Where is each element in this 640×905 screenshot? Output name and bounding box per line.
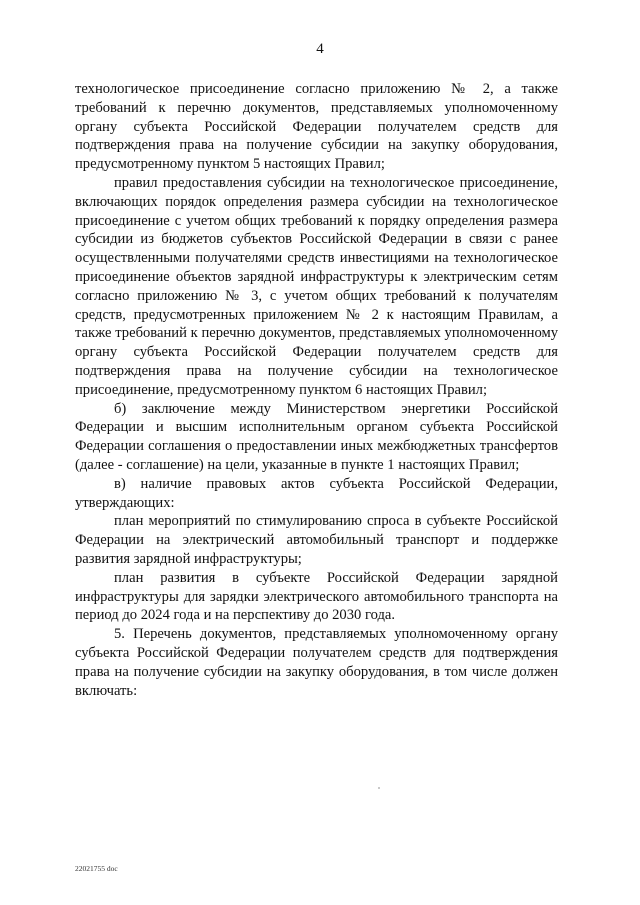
paragraph-item-5: 5. Перечень документов, представляемых уполномоченному органу субъекта Российской Федерации получателем средств для подтверждения права на получение субсидии на закупку оборудования, в том числе должен включать: xyxy=(75,626,558,699)
paragraph-subsidy-rules: правил предоставления субсидии на технологическое присоединение, включающих порядок определения размера субсидии на технологическое присоединение с учетом общих требований к порядку определения размера субсидии из бюджетов субъектов Российской Федерации в связи с ранее осуществленными получателями средств инвестициями на технологическое присоединение объектов зарядной инфраструктуры к электрическим сетям согласно приложению № 3, с учетом общих требований к получателям средств, предусмотренных приложением № 2 к настоящим Правилам, а также требований к перечню документов, представляемых уполномоченному органу субъекта Российской Федерации получателем средств для подтверждения права на получение субсидии на технологическое присоединение, предусмотренному пунктом 6 настоящих Правил; xyxy=(75,174,558,398)
paragraph-item-v: в) наличие правовых актов субъекта Российской Федерации, утверждающих: xyxy=(75,475,558,511)
footer-filename: 22021755 doc xyxy=(75,864,118,873)
page-number: 4 xyxy=(316,41,324,57)
paragraph-plan-infrastructure: план развития в субъекте Российской Федерации зарядной инфраструктуры для зарядки электрического автомобильного транспорта на период до 2024 года и на перспективу до 2030 года. xyxy=(75,569,558,624)
paragraph-item-b: б) заключение между Министерством энергетики Российской Федерации и высшим исполнительным органом субъекта Российской Федерации соглашения о предоставлении иных межбюджетных трансфертов (далее - соглашение) на цели, указанные в пункте 1 настоящих Правил; xyxy=(75,400,558,473)
paragraph-plan-demand: план мероприятий по стимулированию спроса в субъекте Российской Федерации на электрический автомобильный транспорт и поддержке развития зарядной инфраструктуры; xyxy=(75,513,558,567)
scan-dot xyxy=(378,787,380,789)
document-body xyxy=(75,80,558,700)
paragraph-continuation: технологическое присоединение согласно приложению № 2, а также требований к перечню документов, представляемых уполномоченному органу субъекта Российской Федерации получателем средств для подтверждения права на получение субсидии на закупку оборудования, предусмотренному пунктом 5 настоящих Правил; xyxy=(75,81,558,173)
